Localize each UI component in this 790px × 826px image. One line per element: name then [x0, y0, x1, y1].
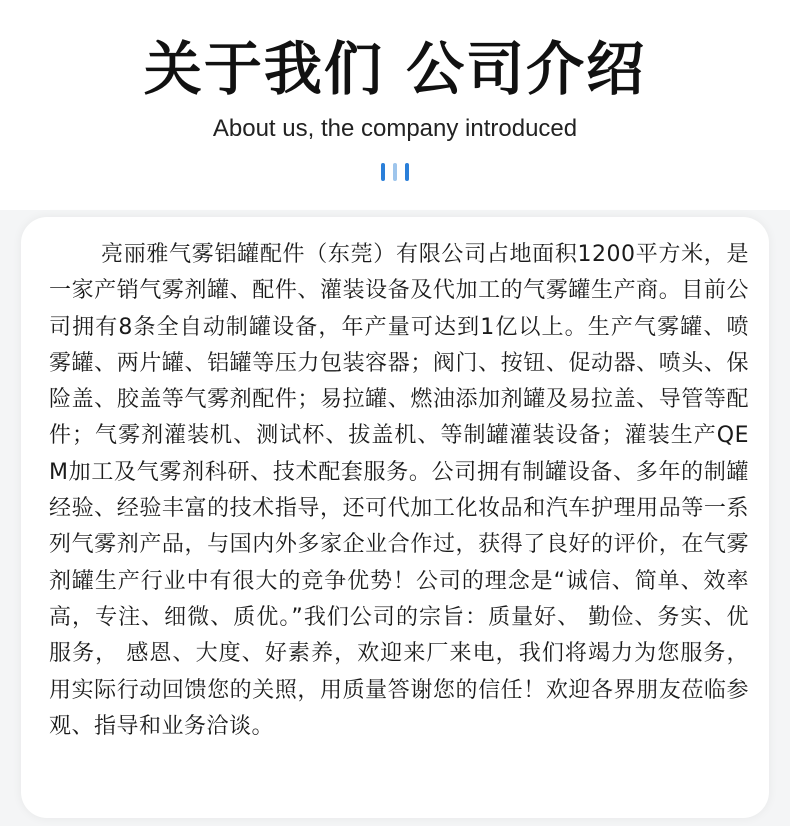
page-title: 关于我们 公司介绍 — [143, 35, 647, 103]
divider-bars-icon — [381, 163, 411, 181]
header-section — [0, 0, 790, 210]
divider-bar — [381, 163, 385, 181]
page-subtitle: About us, the company introduced — [212, 115, 578, 142]
divider-bar — [393, 163, 397, 181]
company-intro-text: 亮丽雅气雾铝罐配件（东莞）有限公司占地面积1200平方米，是一家产销气雾剂罐、配件、灌装设备及代加工的气雾罐生产商。目前公司拥有8条全自动制罐设备，年产量可达到1亿以上。生产气雾罐、喷雾罐、两片罐、铝罐等压力包装容器；阀门、按钮、促动器、喷头、保险盖、胶盖等气雾剂配件；易拉罐、燃油添加剂罐及易拉盖、导管等配件；气雾剂灌装机、测试杯、拔盖机、等制罐灌装设备；灌装生产QEM加工及气雾剂科研、技术配套服务。公司拥有制罐设备、多年的制罐经验、经验丰富的技术指导，还可代加工化妆品和汽车护理用品等一系列气雾剂产品，与国内外多家企业合作过，获得了良好的评价，在气雾剂罐生产行业中有很大的竞争优势！公司的理念是“诚信、简单、效率高，专注、细微、质优。”我们公司的宗旨：质量好、 勤俭、务实、优服务， 感恩、大度、好素养，欢迎来厂来电，我们将竭力为您服务，用实际行动回馈您的关照，用质量答谢您的信任！欢迎各界朋友莅临参观、指导和业务洽谈。 — [49, 242, 749, 739]
divider-bar — [405, 163, 409, 181]
